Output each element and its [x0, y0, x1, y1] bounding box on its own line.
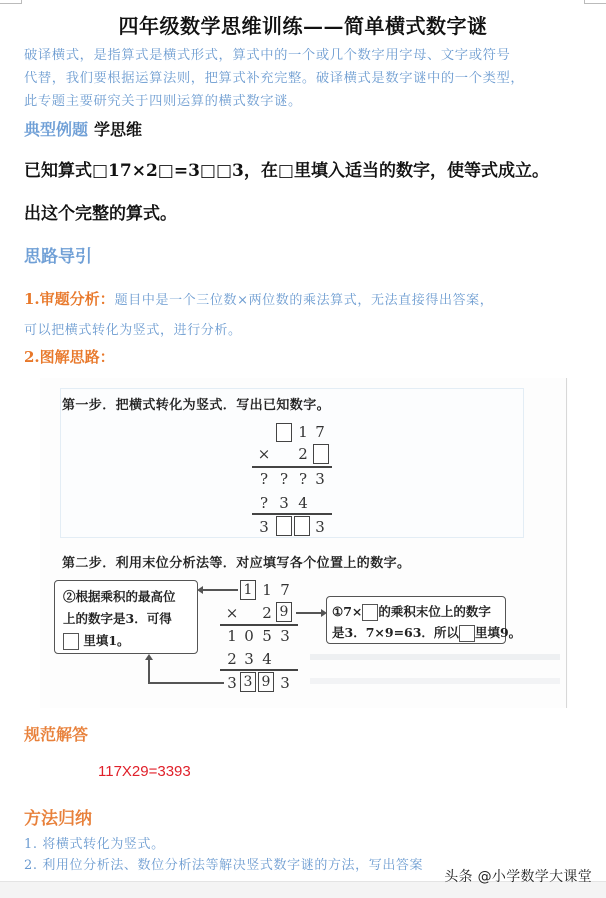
method-item: 1. 将横式转化为竖式。 — [24, 837, 165, 852]
analysis-paragraph — [24, 284, 584, 346]
digit: 2 — [227, 650, 237, 668]
intro-line: 代替，我们要根据运算法则，把算式补充完整。破译横式是数字谜中的一个类型， — [24, 71, 525, 86]
blank-box — [362, 604, 378, 621]
crop-mark-right — [584, 0, 606, 4]
answer-equation: 117X29=3393 — [98, 763, 191, 780]
digit: 5 — [262, 627, 272, 645]
bleed-through-text — [310, 654, 560, 660]
arrow-icon — [197, 586, 203, 594]
digit: 7 — [315, 423, 325, 441]
rule-line — [252, 466, 332, 468]
solution-figure — [40, 378, 568, 708]
digit: 7 — [280, 581, 290, 599]
example-heading-label: 典型例题 — [24, 120, 89, 139]
intro-paragraph — [24, 44, 584, 113]
step1-text: 第一步．把横式转化为竖式．写出已知数字。 — [62, 398, 331, 413]
callout-right-text: ①7× — [332, 604, 363, 619]
callout-left-line1: ②根据乘积的最高位 — [63, 589, 176, 604]
example-heading-brand: 学思维 — [94, 120, 143, 139]
connector-line — [296, 612, 322, 614]
times-sign: × — [257, 445, 271, 463]
connector-line — [148, 656, 150, 683]
digit: 3 — [279, 494, 289, 512]
arrow-icon — [321, 609, 327, 617]
arrow-icon — [145, 654, 153, 660]
digit: 3 — [227, 674, 237, 692]
problem-statement-line1: 已知算式□17×2□=3□□3，在□里填入适当的数字，使等式成立。 — [24, 161, 549, 181]
digit: 0 — [244, 627, 254, 645]
digit: 3 — [280, 627, 290, 645]
method-list — [24, 834, 423, 876]
connector-line — [148, 682, 224, 684]
connector-line — [200, 589, 238, 591]
digit: 4 — [298, 494, 308, 512]
rule-line — [252, 513, 332, 515]
digit: 3 — [315, 518, 325, 536]
example-heading — [24, 117, 142, 140]
digit: 4 — [262, 650, 272, 668]
digit: 2 — [262, 604, 272, 622]
digit: 1 — [262, 581, 272, 599]
analysis-text: 题目中是一个三位数×两位数的乘法算式，无法直接得出答案， — [114, 293, 494, 308]
page-top-margin — [0, 0, 606, 8]
blank-box — [276, 423, 292, 442]
diagram-heading: 2.图解思路： — [24, 348, 115, 366]
step2-text: 第二步．利用末位分析法等．对应填写各个位置上的数字。 — [62, 556, 411, 571]
callout-right-text: 里填9。 — [474, 625, 522, 640]
callout-left — [54, 580, 198, 654]
guide-heading: 思路导引 — [24, 247, 92, 267]
digit: 3 — [259, 518, 269, 536]
callout-left-line3: 里填1。 — [83, 633, 130, 648]
blank-box — [63, 633, 79, 650]
document-title: 四年级数学思维训练——简单横式数字谜 — [118, 14, 488, 38]
digit: 1 — [227, 627, 237, 645]
blank-box — [313, 444, 329, 464]
method-item: 2. 利用位分析法、数位分析法等解决竖式数字谜的方法，写出答案 — [24, 858, 424, 873]
bleed-through-text — [310, 678, 560, 684]
method-heading: 方法归纳 — [24, 809, 92, 829]
callout-right-text: 是3．7×9=63．所以 — [332, 625, 459, 640]
filled-box: 9 — [276, 602, 292, 622]
crop-mark-left — [0, 0, 22, 4]
figure-edge-line — [566, 378, 567, 708]
rule-line — [220, 624, 298, 626]
intro-line: 破译横式，是指算式是横式形式，算式中的一个或几个数字用字母、文字或符号 — [24, 48, 511, 63]
unknown-digit: ? — [298, 470, 308, 488]
blank-box — [276, 516, 292, 536]
unknown-digit: ? — [279, 470, 289, 488]
unknown-digit: ? — [259, 470, 269, 488]
digit: 3 — [315, 470, 325, 488]
digit: 3 — [280, 674, 290, 692]
answer-heading: 规范解答 — [24, 725, 89, 744]
watermark: 头条 @小学数学大课堂 — [444, 869, 592, 885]
problem-statement-line2: 出这个完整的算式。 — [24, 204, 177, 224]
digit: 3 — [244, 650, 254, 668]
callout-right — [326, 596, 522, 644]
rule-line — [220, 669, 298, 671]
filled-box: 3 — [240, 672, 256, 692]
digit: 2 — [298, 445, 308, 463]
times-sign: × — [225, 604, 239, 622]
filled-box: 9 — [258, 672, 274, 692]
digit: 1 — [298, 423, 308, 441]
analysis-label: 1.审题分析： — [24, 290, 115, 308]
intro-line: 此专题主要研究关于四则运算的横式数字谜。 — [24, 94, 302, 109]
unknown-digit: ? — [259, 494, 269, 512]
callout-right-text: 的乘积末位上的数字 — [378, 604, 491, 619]
callout-left-line2: 上的数字是3．可得 — [63, 611, 172, 626]
analysis-line1 — [24, 284, 584, 316]
blank-box — [294, 516, 310, 536]
filled-box: 1 — [240, 580, 256, 600]
analysis-line2: 可以把横式转化为竖式，进行分析。 — [24, 323, 242, 338]
blank-box — [459, 625, 475, 642]
